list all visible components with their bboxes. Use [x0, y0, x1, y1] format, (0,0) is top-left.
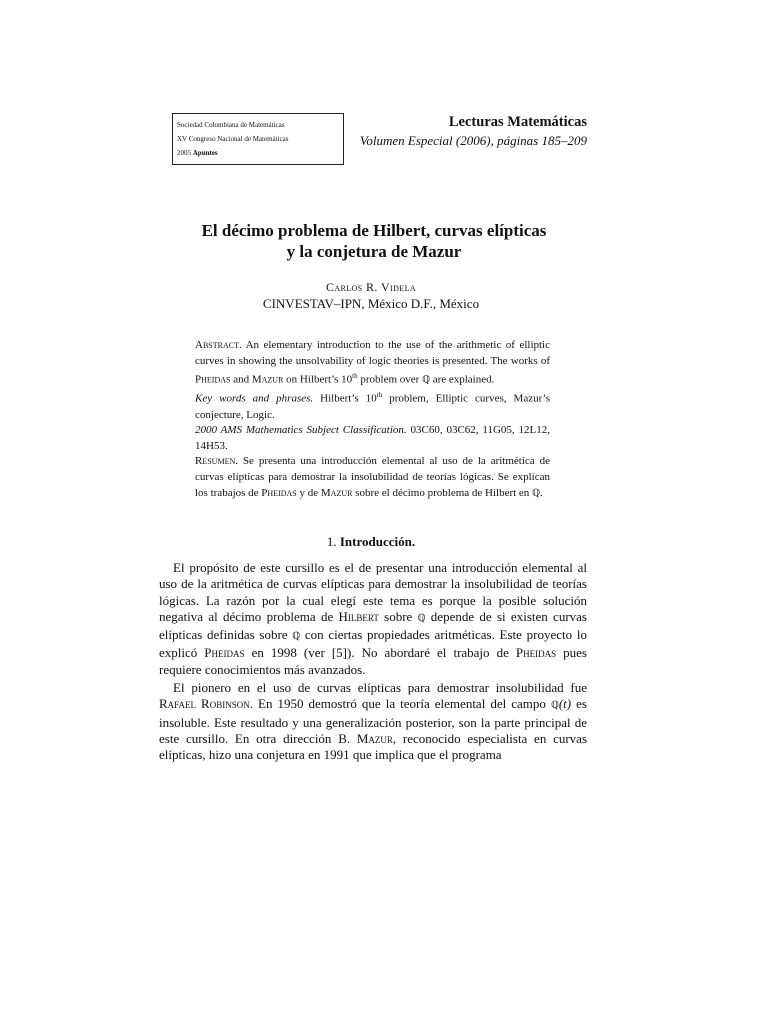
conference-society: Sociedad Colombiana de Matemáticas — [177, 121, 285, 129]
author-name: Carlos R. Videla — [325, 280, 417, 294]
abstract-paragraph: Abstract. An elementary introduction to the use of the arithmetic of elliptic curves in showing the unsolvability of logic theories is presented. The works of Pheidas and Mazur on Hilbert’s 10th problem over ℚ are explained. — [195, 339, 550, 386]
body-paragraph-2: El pionero en el uso de curvas elípticas para demostrar insolubilidad fue Rafael Robinson. En 1950 demostró que la teoría elemental del campo ℚ(t) es insoluble. Este resultado y una generalización posterior, son la parte principal de este cursillo. En otra dirección B. Mazur, reconocido especialista en curvas elípticas, hizo una conjetura en 1991 que implica que el programa — [159, 680, 587, 763]
conference-year: 2005 Apuntes — [177, 149, 218, 157]
title-line-1: El décimo problema de Hilbert, curvas elípticas — [201, 221, 547, 240]
ams-classification: 2000 AMS Mathematics Subject Classification. 03C60, 03C62, 11G05, 12L12, 14H53. — [195, 424, 550, 452]
author-affiliation: CINVESTAV–IPN, México D.F., México — [262, 296, 480, 311]
section-number: 1. — [326, 534, 337, 549]
journal-header — [360, 113, 587, 151]
body-text — [159, 560, 587, 764]
paper-title — [150, 220, 598, 262]
title-line-2: y la conjetura de Mazur — [286, 242, 462, 261]
body-paragraph-1: El propósito de este cursillo es el de presentar una introducción elemental al uso de la aritmética de curvas elípticas para demostrar la insolubilidad de teorías lógicas. La razón por la cual elegí este tema es porque la posible solución negativa al décimo problema de Hilbert sobre ℚ depende de si existen curvas elípticas definidas sobre ℚ con ciertas propiedades aritméticas. Este proyecto lo explicó Pheidas en 1998 (ver [5]). No abordaré el trabajo de Pheidas pues requiere conocimientos más avanzados. — [159, 560, 587, 677]
section-heading — [0, 534, 742, 550]
resumen-paragraph: Resumen. Se presenta una introducción elemental al uso de la aritmética de curvas elípticas para demostrar la insolubilidad de teorías lógicas. Se explican los trabajos de Pheidas y de Mazur sobre el décimo problema de Hilbert en ℚ. — [195, 455, 550, 499]
section-title: Introducción. — [339, 534, 416, 549]
conference-box — [172, 113, 344, 165]
keywords: Key words and phrases. Hilbert’s 10th problem, Elliptic curves, Mazur’s conjecture, Logic. — [195, 391, 550, 421]
conference-name: XV Congreso Nacional de Matemáticas — [177, 135, 289, 143]
abstract-block — [195, 338, 550, 501]
journal-volume: Volumen Especial (2006), páginas 185–209 — [359, 133, 587, 148]
journal-title: Lecturas Matemáticas — [448, 114, 587, 130]
